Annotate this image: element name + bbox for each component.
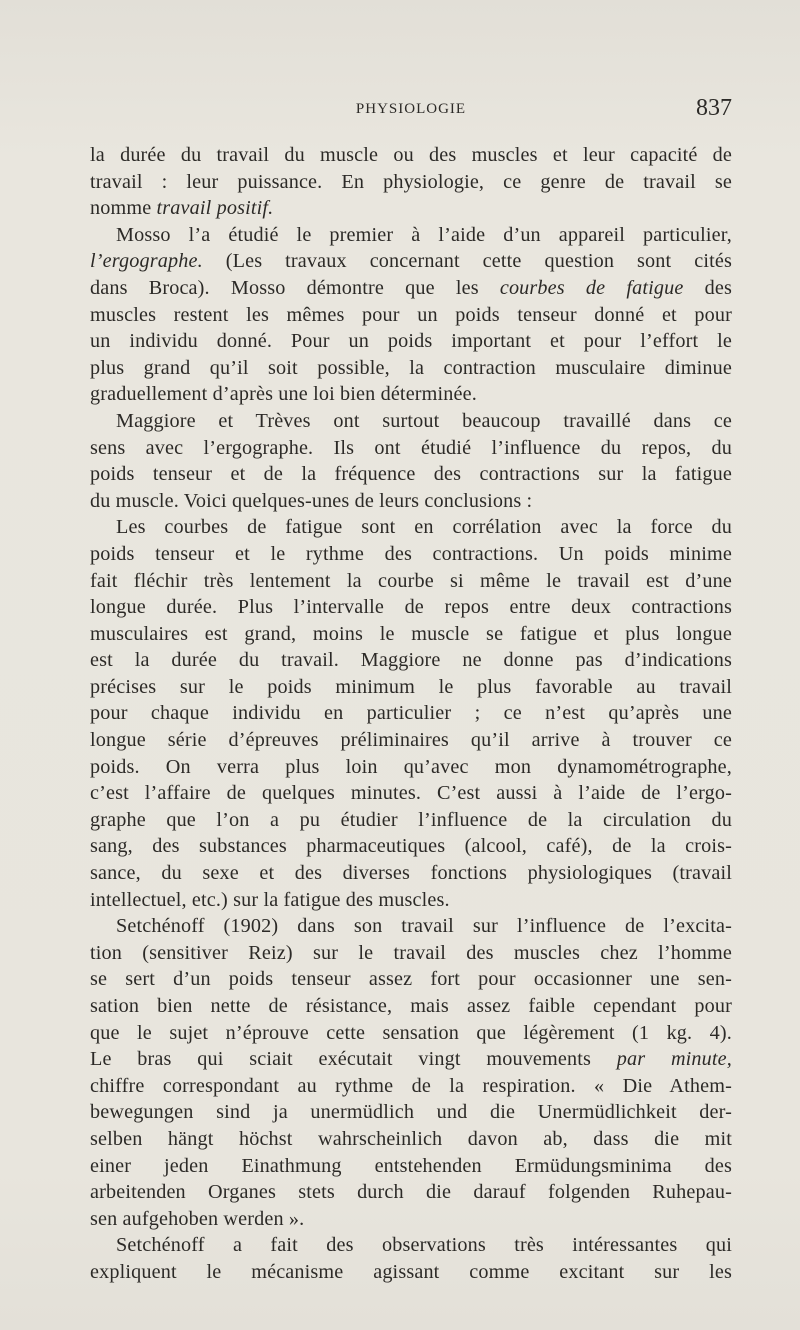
text-line: sen aufgehoben werden ». bbox=[90, 1207, 305, 1230]
text-line: Le bras qui sciait exécutait vingt mouvements par minute, bbox=[90, 1048, 732, 1071]
text-line: nomme travail positif. bbox=[90, 197, 274, 220]
page-number: 837 bbox=[696, 95, 732, 121]
text-line: einer jeden Einathmung entstehenden Ermüdungsminima des bbox=[90, 1154, 732, 1177]
text-line: se sert d’un poids tenseur assez fort pour occasionner une sen- bbox=[90, 968, 732, 991]
running-head bbox=[90, 97, 732, 127]
text-line: dans Broca). Mosso démontre que les courbes de fatigue des bbox=[90, 276, 732, 299]
text-line: musculaires est grand, moins le muscle se fatigue et plus longue bbox=[90, 622, 732, 645]
text-line: longue durée. Plus l’intervalle de repos entre deux contractions bbox=[90, 596, 732, 619]
text-line: muscles restent les mêmes pour un poids tenseur donné et pour bbox=[90, 303, 732, 326]
text-line: expliquent le mécanisme agissant comme excitant sur les bbox=[90, 1260, 732, 1283]
text-line: tion (sensitiver Reiz) sur le travail des muscles chez l’homme bbox=[90, 941, 732, 964]
text-line: sens avec l’ergographe. Ils ont étudié l’influence du repos, du bbox=[90, 436, 732, 459]
text-line: sation bien nette de résistance, mais assez faible cependant pour bbox=[90, 995, 732, 1017]
term-travail-positif: travail positif. bbox=[156, 197, 274, 220]
text-line: graphe que l’on a pu étudier l’influence de la circulation du bbox=[90, 808, 732, 831]
term-par-minute: par minute, bbox=[616, 1048, 732, 1071]
text-line: bewegungen sind ja unermüdlich und die Unermüdlichkeit der- bbox=[90, 1101, 732, 1124]
text-line: du muscle. Voici quelques-unes de leurs conclusions : bbox=[90, 489, 533, 512]
text-line: fait fléchir très lentement la courbe si même le travail est d’une bbox=[90, 569, 732, 592]
text-line: plus grand qu’il soit possible, la contraction musculaire diminue bbox=[90, 356, 732, 379]
text-line: intellectuel, etc.) sur la fatigue des muscles. bbox=[90, 888, 450, 911]
text-line: l’ergographe. (Les travaux concernant cette question sont cités bbox=[90, 250, 732, 273]
term-ergographe: l’ergographe. bbox=[90, 250, 203, 273]
text-line: longue série d’épreuves préliminaires qu’il arrive à trouver ce bbox=[90, 729, 732, 752]
text-line: Les courbes de fatigue sont en corrélation avec la force du bbox=[116, 516, 732, 539]
text-line: travail : leur puissance. En physiologie, ce genre de travail se bbox=[90, 170, 732, 193]
text-line: que le sujet n’éprouve cette sensation que légèrement (1 kg. 4). bbox=[90, 1021, 732, 1044]
running-title: PHYSIOLOGIE bbox=[355, 101, 467, 117]
text-line: Setchénoff a fait des observations très intéressantes qui bbox=[116, 1234, 732, 1257]
text-line: graduellement d’après une loi bien déterminée. bbox=[90, 383, 477, 406]
text-line: sance, du sexe et des diverses fonctions physiologiques (travail bbox=[90, 862, 732, 885]
text-line: Maggiore et Trèves ont surtout beaucoup travaillé dans ce bbox=[116, 409, 732, 432]
text-line: c’est l’affaire de quelques minutes. C’est aussi à l’aide de l’ergo- bbox=[90, 782, 732, 805]
text-line: un individu donné. Pour un poids important et pour l’effort le bbox=[90, 330, 732, 353]
text-line: pour chaque individu en particulier ; ce n’est qu’après une bbox=[90, 702, 732, 725]
text-line: Mosso l’a étudié le premier à l’aide d’un appareil particulier, bbox=[116, 223, 732, 246]
text-line: poids. On verra plus loin qu’avec mon dynamométrographe, bbox=[90, 755, 732, 778]
text-line: selben hängt höchst wahrscheinlich davon ab, dass die mit bbox=[90, 1127, 732, 1150]
text-line: est la durée du travail. Maggiore ne donne pas d’indications bbox=[90, 649, 732, 672]
text-line: arbeitenden Organes stets durch die darauf folgenden Ruhepau- bbox=[90, 1181, 732, 1204]
text-line: Setchénoff (1902) dans son travail sur l’influence de l’excita- bbox=[116, 915, 732, 938]
text-line: poids tenseur et de la fréquence des contractions sur la fatigue bbox=[90, 463, 732, 486]
text-line: chiffre correspondant au rythme de la respiration. « Die Athem- bbox=[90, 1074, 732, 1097]
text-line: sang, des substances pharmaceutiques (alcool, café), de la crois- bbox=[90, 835, 732, 858]
term-courbes-de-fatigue: courbes de fatigue bbox=[499, 276, 684, 299]
text-line: précises sur le poids minimum le plus favorable au travail bbox=[90, 675, 732, 698]
text-line: poids tenseur et le rythme des contractions. Un poids minime bbox=[90, 542, 732, 565]
body-text bbox=[90, 142, 732, 1286]
text-line: la durée du travail du muscle ou des muscles et leur capacité de bbox=[90, 144, 732, 166]
